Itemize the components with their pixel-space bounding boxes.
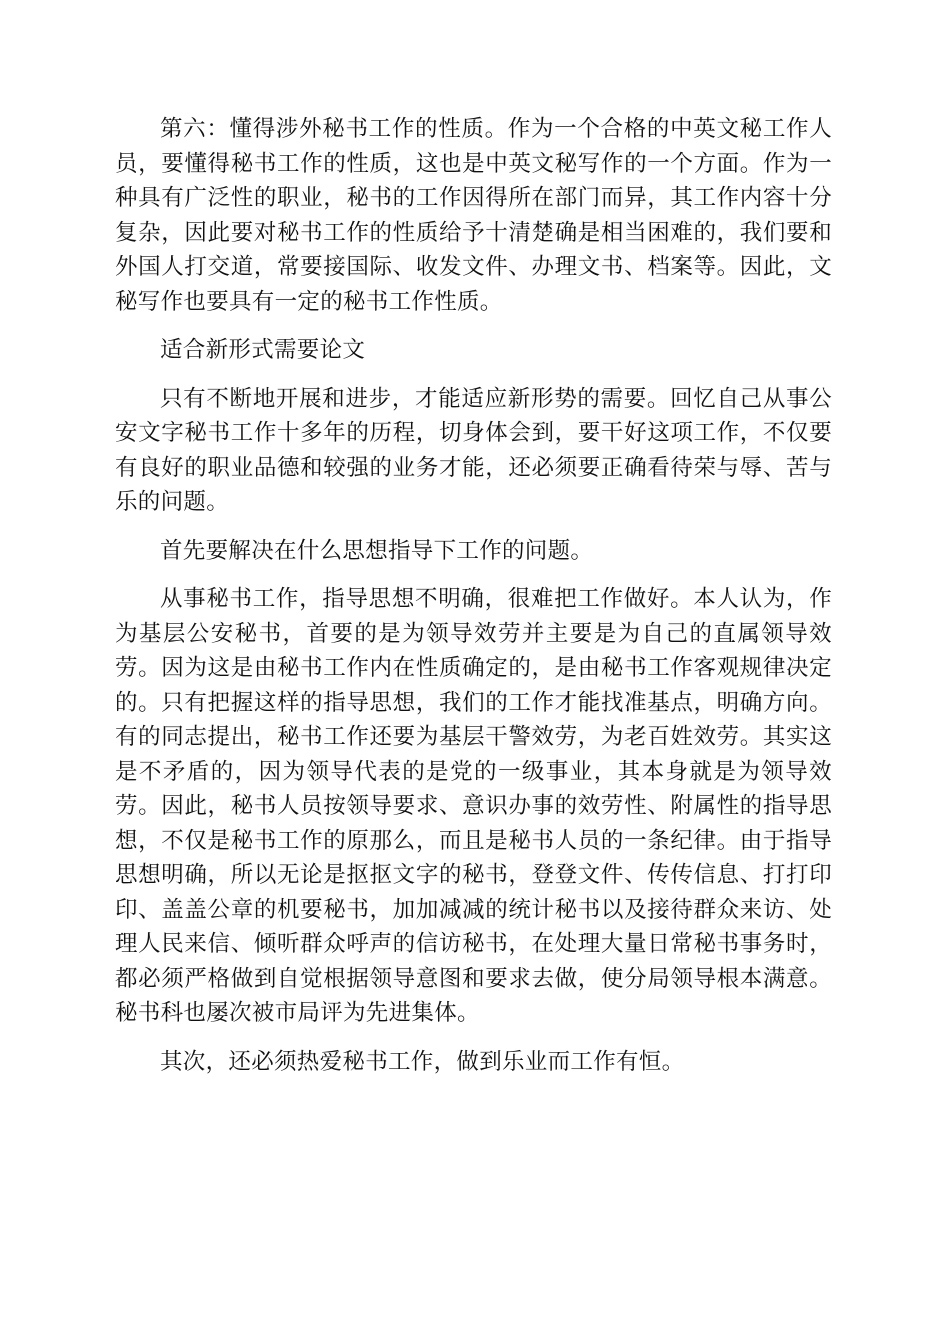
paragraph-2-heading: 适合新形式需要论文 [160, 337, 366, 363]
paragraph-5: 从事秘书工作，指导思想不明确，很难把工作做好。本人认为，作为基层公安秘书，首要的是为领导效劳并主要是为自己的直属领导效劳。因为这是由秘书工作内在性质确定的，是由秘书工作客观规律决定的。只有把握这样的指导思想，我们的工作才能找准基点，明确方向。有的同志提出，秘书工作还要为基层干警效劳，为老百姓效劳。其实这是不矛盾的，因为领导代表的是党的一级事业，其本身就是为领导效劳。因此，秘书人员按领导要求、意识办事的效劳性、附属性的指导思想，不仅是秘书工作的原那么，而且是秘书人员的一条纪律。由于指导思想明确，所以无论是抠抠文字的秘书，登登文件、传传信息、打打印印、盖盖公章的机要秘书，加加减减的统计秘书以及接待群众来访、处理人民来信、倾听群众呼声的信访秘书，在处理大量日常秘书事务时，都必须严格做到自觉根据领导意图和要求去做，使分局领导根本满意。秘书科也屡次被市局评为先进集体。 [115, 586, 832, 1026]
paragraph-1: 第六：懂得涉外秘书工作的性质。作为一个合格的中英文秘工作人员，要懂得秘书工作的性质，这也是中英文秘写作的一个方面。作为一种具有广泛性的职业，秘书的工作因得所在部门而异，其工作内容十分复杂，因此要对秘书工作的性质给予十清楚确是相当困难的，我们要和外国人打交道，常要接国际、收发文件、办理文书、档案等。因此，文秘写作也要具有一定的秘书工作性质。 [115, 116, 832, 315]
paragraph-3: 只有不断地开展和进步，才能适应新形势的需要。回忆自己从事公安文字秘书工作十多年的历程，切身体会到，要干好这项工作，不仅要有良好的职业品德和较强的业务才能，还必须要正确看待荣与辱、苦与乐的问题。 [115, 385, 832, 515]
paragraph-6: 其次，还必须热爱秘书工作，做到乐业而工作有恒。 [160, 1048, 685, 1075]
paragraph-4: 首先要解决在什么思想指导下工作的问题。 [160, 537, 594, 564]
document-body [115, 112, 832, 1093]
